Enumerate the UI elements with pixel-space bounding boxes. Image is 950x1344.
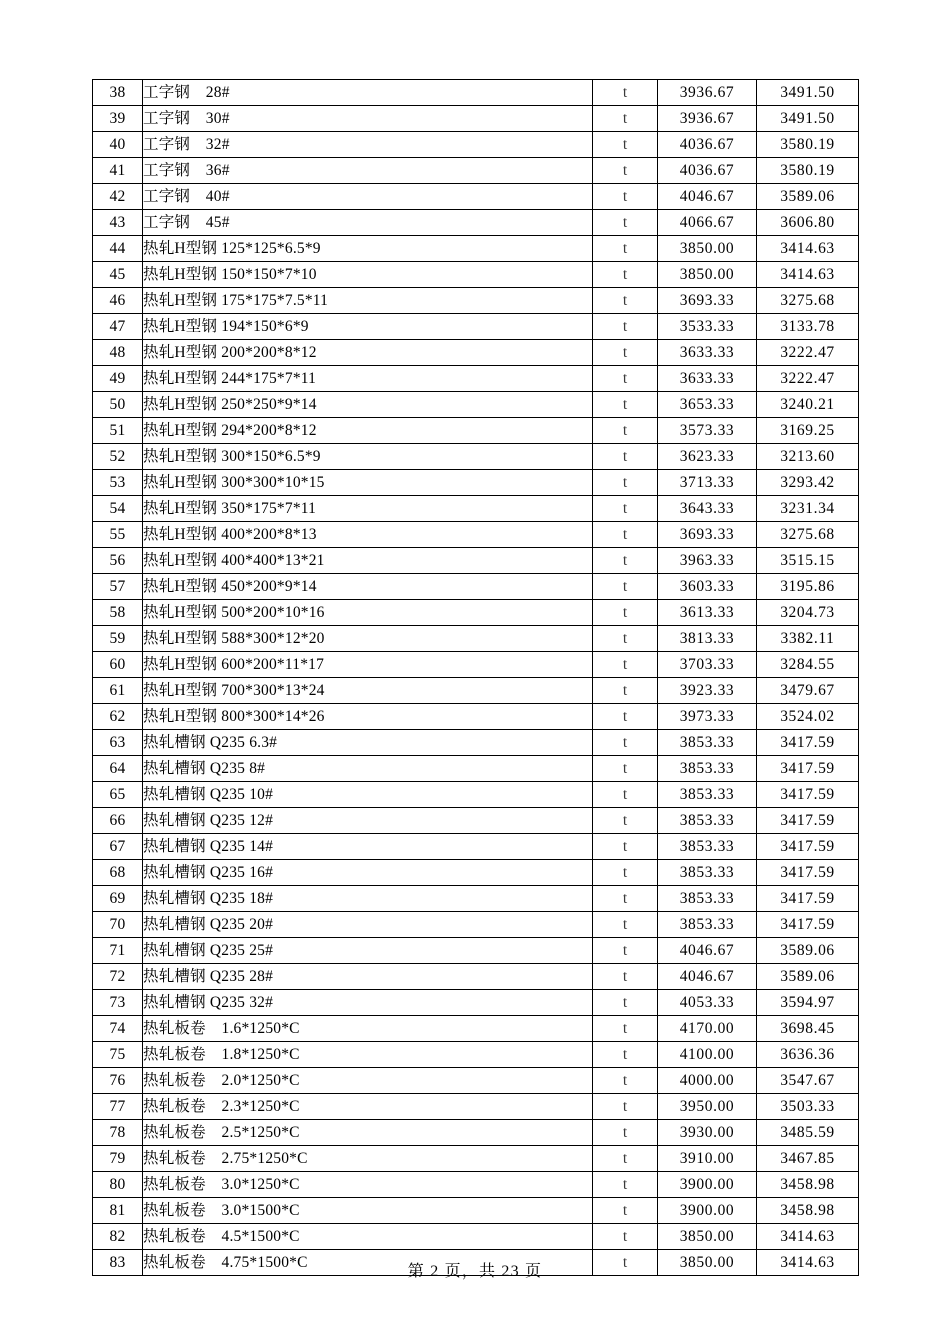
- cell-price2: 3382.11: [757, 626, 859, 652]
- cell-price2: 3213.60: [757, 444, 859, 470]
- cell-price2: 3458.98: [757, 1172, 859, 1198]
- cell-unit: t: [593, 80, 658, 106]
- cell-unit: t: [593, 314, 658, 340]
- cell-unit: t: [593, 392, 658, 418]
- table-row: [93, 1172, 859, 1198]
- cell-index: 45: [93, 262, 143, 288]
- cell-name: 热轧槽钢 Q235 18#: [143, 886, 593, 912]
- cell-price1: 3900.00: [658, 1172, 757, 1198]
- cell-price2: 3284.55: [757, 652, 859, 678]
- cell-name: 热轧H型钢 175*175*7.5*11: [143, 288, 593, 314]
- cell-unit: t: [593, 756, 658, 782]
- cell-name: 热轧板卷 2.75*1250*C: [143, 1146, 593, 1172]
- cell-index: 47: [93, 314, 143, 340]
- table-row: [93, 132, 859, 158]
- cell-name: 热轧H型钢 588*300*12*20: [143, 626, 593, 652]
- cell-unit: t: [593, 158, 658, 184]
- cell-price2: 3467.85: [757, 1146, 859, 1172]
- cell-index: 69: [93, 886, 143, 912]
- cell-unit: t: [593, 1068, 658, 1094]
- cell-index: 51: [93, 418, 143, 444]
- cell-unit: t: [593, 574, 658, 600]
- cell-index: 79: [93, 1146, 143, 1172]
- table-row: [93, 444, 859, 470]
- cell-unit: t: [593, 1172, 658, 1198]
- cell-unit: t: [593, 288, 658, 314]
- price-table-container: [92, 79, 858, 1276]
- cell-name: 热轧H型钢 244*175*7*11: [143, 366, 593, 392]
- cell-name: 热轧槽钢 Q235 8#: [143, 756, 593, 782]
- cell-name: 热轧板卷 1.6*1250*C: [143, 1016, 593, 1042]
- cell-price1: 3693.33: [658, 288, 757, 314]
- cell-name: 热轧板卷 2.3*1250*C: [143, 1094, 593, 1120]
- cell-unit: t: [593, 808, 658, 834]
- cell-price2: 3458.98: [757, 1198, 859, 1224]
- cell-index: 75: [93, 1042, 143, 1068]
- cell-price2: 3485.59: [757, 1120, 859, 1146]
- cell-price1: 3853.33: [658, 912, 757, 938]
- cell-price1: 3813.33: [658, 626, 757, 652]
- cell-price1: 3900.00: [658, 1198, 757, 1224]
- cell-name: 热轧H型钢 200*200*8*12: [143, 340, 593, 366]
- cell-price2: 3169.25: [757, 418, 859, 444]
- cell-index: 46: [93, 288, 143, 314]
- cell-name: 热轧槽钢 Q235 32#: [143, 990, 593, 1016]
- cell-price1: 3850.00: [658, 1224, 757, 1250]
- cell-price2: 3240.21: [757, 392, 859, 418]
- cell-price2: 3606.80: [757, 210, 859, 236]
- cell-price1: 3950.00: [658, 1094, 757, 1120]
- cell-unit: t: [593, 782, 658, 808]
- cell-price1: 4170.00: [658, 1016, 757, 1042]
- table-row: [93, 704, 859, 730]
- cell-name: 热轧H型钢 450*200*9*14: [143, 574, 593, 600]
- cell-name: 热轧槽钢 Q235 25#: [143, 938, 593, 964]
- cell-name: 热轧H型钢 700*300*13*24: [143, 678, 593, 704]
- cell-price2: 3293.42: [757, 470, 859, 496]
- cell-name: 热轧H型钢 150*150*7*10: [143, 262, 593, 288]
- cell-unit: t: [593, 1120, 658, 1146]
- cell-price2: 3133.78: [757, 314, 859, 340]
- table-row: [93, 184, 859, 210]
- steel-price-table: [92, 79, 859, 1276]
- cell-unit: t: [593, 730, 658, 756]
- cell-unit: t: [593, 1094, 658, 1120]
- cell-price1: 3653.33: [658, 392, 757, 418]
- cell-unit: t: [593, 262, 658, 288]
- table-row: [93, 340, 859, 366]
- table-row: [93, 496, 859, 522]
- table-row: [93, 80, 859, 106]
- cell-price2: 3589.06: [757, 184, 859, 210]
- table-row: [93, 886, 859, 912]
- cell-unit: t: [593, 340, 658, 366]
- cell-price2: 3417.59: [757, 834, 859, 860]
- cell-unit: t: [593, 470, 658, 496]
- price-table-body: [93, 80, 859, 1276]
- cell-price2: 3580.19: [757, 132, 859, 158]
- cell-price1: 3693.33: [658, 522, 757, 548]
- cell-unit: t: [593, 1224, 658, 1250]
- cell-price2: 3698.45: [757, 1016, 859, 1042]
- table-row: [93, 158, 859, 184]
- cell-name: 工字钢 30#: [143, 106, 593, 132]
- cell-name: 热轧槽钢 Q235 20#: [143, 912, 593, 938]
- cell-price1: 3853.33: [658, 886, 757, 912]
- cell-name: 热轧槽钢 Q235 12#: [143, 808, 593, 834]
- page-footer: 第 2 页，共 23 页: [407, 1263, 543, 1280]
- cell-index: 73: [93, 990, 143, 1016]
- cell-index: 83: [93, 1250, 143, 1276]
- cell-price1: 3853.33: [658, 834, 757, 860]
- cell-price1: 3973.33: [658, 704, 757, 730]
- cell-index: 53: [93, 470, 143, 496]
- cell-name: 热轧H型钢 294*200*8*12: [143, 418, 593, 444]
- cell-name: 热轧H型钢 250*250*9*14: [143, 392, 593, 418]
- cell-price1: 3910.00: [658, 1146, 757, 1172]
- cell-price1: 3633.33: [658, 366, 757, 392]
- cell-index: 65: [93, 782, 143, 808]
- cell-price2: 3479.67: [757, 678, 859, 704]
- cell-unit: t: [593, 132, 658, 158]
- cell-index: 77: [93, 1094, 143, 1120]
- cell-index: 67: [93, 834, 143, 860]
- cell-name: 热轧板卷 2.5*1250*C: [143, 1120, 593, 1146]
- cell-index: 60: [93, 652, 143, 678]
- cell-price1: 4066.67: [658, 210, 757, 236]
- cell-unit: t: [593, 496, 658, 522]
- cell-index: 66: [93, 808, 143, 834]
- cell-unit: t: [593, 444, 658, 470]
- table-row: [93, 210, 859, 236]
- cell-unit: t: [593, 912, 658, 938]
- cell-price2: 3417.59: [757, 730, 859, 756]
- cell-index: 38: [93, 80, 143, 106]
- cell-price2: 3414.63: [757, 236, 859, 262]
- cell-index: 59: [93, 626, 143, 652]
- cell-price1: 3853.33: [658, 860, 757, 886]
- cell-unit: t: [593, 548, 658, 574]
- cell-index: 70: [93, 912, 143, 938]
- cell-price2: 3594.97: [757, 990, 859, 1016]
- cell-unit: t: [593, 236, 658, 262]
- cell-unit: t: [593, 522, 658, 548]
- table-row: [93, 1224, 859, 1250]
- table-row: [93, 548, 859, 574]
- cell-price1: 3613.33: [658, 600, 757, 626]
- cell-name: 热轧H型钢 600*200*11*17: [143, 652, 593, 678]
- cell-name: 热轧板卷 4.5*1500*C: [143, 1224, 593, 1250]
- cell-price2: 3417.59: [757, 860, 859, 886]
- cell-name: 热轧板卷 3.0*1250*C: [143, 1172, 593, 1198]
- cell-price2: 3515.15: [757, 548, 859, 574]
- cell-unit: t: [593, 938, 658, 964]
- cell-unit: t: [593, 1042, 658, 1068]
- cell-index: 50: [93, 392, 143, 418]
- cell-index: 68: [93, 860, 143, 886]
- cell-price1: 4036.67: [658, 132, 757, 158]
- cell-unit: t: [593, 964, 658, 990]
- cell-index: 39: [93, 106, 143, 132]
- table-row: [93, 1146, 859, 1172]
- cell-index: 63: [93, 730, 143, 756]
- cell-name: 工字钢 32#: [143, 132, 593, 158]
- cell-unit: t: [593, 652, 658, 678]
- cell-price2: 3524.02: [757, 704, 859, 730]
- cell-unit: t: [593, 1250, 658, 1276]
- table-row: [93, 1042, 859, 1068]
- cell-price2: 3414.63: [757, 1224, 859, 1250]
- table-row: [93, 106, 859, 132]
- cell-index: 80: [93, 1172, 143, 1198]
- cell-index: 43: [93, 210, 143, 236]
- cell-index: 81: [93, 1198, 143, 1224]
- cell-index: 71: [93, 938, 143, 964]
- cell-name: 热轧H型钢 300*150*6.5*9: [143, 444, 593, 470]
- table-row: [93, 366, 859, 392]
- table-row: [93, 808, 859, 834]
- cell-price1: 4046.67: [658, 964, 757, 990]
- table-row: [93, 418, 859, 444]
- cell-price2: 3275.68: [757, 522, 859, 548]
- cell-price1: 3713.33: [658, 470, 757, 496]
- cell-name: 热轧H型钢 194*150*6*9: [143, 314, 593, 340]
- cell-price1: 3850.00: [658, 236, 757, 262]
- cell-index: 76: [93, 1068, 143, 1094]
- cell-index: 54: [93, 496, 143, 522]
- cell-price1: 3963.33: [658, 548, 757, 574]
- cell-name: 热轧H型钢 300*300*10*15: [143, 470, 593, 496]
- cell-index: 72: [93, 964, 143, 990]
- table-row: [93, 756, 859, 782]
- cell-price1: 3853.33: [658, 782, 757, 808]
- cell-price2: 3222.47: [757, 366, 859, 392]
- cell-index: 40: [93, 132, 143, 158]
- table-row: [93, 834, 859, 860]
- cell-unit: t: [593, 1146, 658, 1172]
- table-row: [93, 990, 859, 1016]
- cell-price1: 3853.33: [658, 756, 757, 782]
- cell-index: 48: [93, 340, 143, 366]
- table-row: [93, 652, 859, 678]
- cell-price1: 4100.00: [658, 1042, 757, 1068]
- cell-name: 热轧板卷 3.0*1500*C: [143, 1198, 593, 1224]
- cell-unit: t: [593, 678, 658, 704]
- cell-index: 62: [93, 704, 143, 730]
- cell-price1: 3573.33: [658, 418, 757, 444]
- cell-price1: 3850.00: [658, 262, 757, 288]
- cell-index: 57: [93, 574, 143, 600]
- cell-index: 56: [93, 548, 143, 574]
- table-row: [93, 262, 859, 288]
- cell-name: 热轧H型钢 500*200*10*16: [143, 600, 593, 626]
- cell-index: 49: [93, 366, 143, 392]
- table-row: [93, 678, 859, 704]
- cell-price2: 3275.68: [757, 288, 859, 314]
- cell-index: 78: [93, 1120, 143, 1146]
- cell-unit: t: [593, 366, 658, 392]
- cell-price2: 3414.63: [757, 1250, 859, 1276]
- cell-price1: 3923.33: [658, 678, 757, 704]
- cell-price2: 3195.86: [757, 574, 859, 600]
- cell-price1: 3853.33: [658, 808, 757, 834]
- cell-index: 42: [93, 184, 143, 210]
- cell-price1: 4053.33: [658, 990, 757, 1016]
- cell-price1: 4046.67: [658, 938, 757, 964]
- cell-unit: t: [593, 886, 658, 912]
- cell-unit: t: [593, 418, 658, 444]
- cell-price1: 3623.33: [658, 444, 757, 470]
- cell-name: 热轧槽钢 Q235 28#: [143, 964, 593, 990]
- cell-unit: t: [593, 834, 658, 860]
- cell-unit: t: [593, 106, 658, 132]
- cell-price1: 3936.67: [658, 106, 757, 132]
- table-row: [93, 392, 859, 418]
- cell-unit: t: [593, 626, 658, 652]
- cell-name: 热轧板卷 2.0*1250*C: [143, 1068, 593, 1094]
- cell-price2: 3503.33: [757, 1094, 859, 1120]
- table-row: [93, 626, 859, 652]
- cell-price1: 4046.67: [658, 184, 757, 210]
- table-row: [93, 600, 859, 626]
- cell-name: 工字钢 40#: [143, 184, 593, 210]
- cell-name: 热轧板卷 1.8*1250*C: [143, 1042, 593, 1068]
- cell-name: 工字钢 36#: [143, 158, 593, 184]
- cell-name: 热轧H型钢 400*400*13*21: [143, 548, 593, 574]
- cell-name: 工字钢 45#: [143, 210, 593, 236]
- cell-price2: 3222.47: [757, 340, 859, 366]
- table-row: [93, 1198, 859, 1224]
- cell-unit: t: [593, 860, 658, 886]
- cell-unit: t: [593, 210, 658, 236]
- table-row: [93, 1120, 859, 1146]
- cell-price1: 3603.33: [658, 574, 757, 600]
- cell-price2: 3547.67: [757, 1068, 859, 1094]
- cell-price2: 3417.59: [757, 756, 859, 782]
- cell-price2: 3491.50: [757, 106, 859, 132]
- table-row: [93, 314, 859, 340]
- cell-unit: t: [593, 1198, 658, 1224]
- table-row: [93, 470, 859, 496]
- cell-price1: 3853.33: [658, 730, 757, 756]
- cell-name: 热轧H型钢 800*300*14*26: [143, 704, 593, 730]
- cell-name: 热轧槽钢 Q235 16#: [143, 860, 593, 886]
- cell-price1: 4000.00: [658, 1068, 757, 1094]
- cell-price2: 3417.59: [757, 782, 859, 808]
- cell-price2: 3589.06: [757, 964, 859, 990]
- cell-price1: 3703.33: [658, 652, 757, 678]
- cell-index: 55: [93, 522, 143, 548]
- cell-name: 热轧H型钢 350*175*7*11: [143, 496, 593, 522]
- cell-index: 44: [93, 236, 143, 262]
- cell-price2: 3231.34: [757, 496, 859, 522]
- cell-price2: 3417.59: [757, 912, 859, 938]
- cell-price2: 3491.50: [757, 80, 859, 106]
- cell-index: 41: [93, 158, 143, 184]
- cell-name: 热轧槽钢 Q235 10#: [143, 782, 593, 808]
- cell-index: 52: [93, 444, 143, 470]
- cell-index: 58: [93, 600, 143, 626]
- cell-price1: 3633.33: [658, 340, 757, 366]
- cell-name: 工字钢 28#: [143, 80, 593, 106]
- cell-name: 热轧槽钢 Q235 6.3#: [143, 730, 593, 756]
- cell-price2: 3414.63: [757, 262, 859, 288]
- cell-index: 64: [93, 756, 143, 782]
- cell-unit: t: [593, 704, 658, 730]
- cell-price2: 3204.73: [757, 600, 859, 626]
- cell-price1: 3850.00: [658, 1250, 757, 1276]
- cell-name: 热轧板卷 4.75*1500*C: [143, 1250, 593, 1276]
- cell-price1: 3936.67: [658, 80, 757, 106]
- table-row: [93, 288, 859, 314]
- cell-unit: t: [593, 184, 658, 210]
- table-row: [93, 782, 859, 808]
- cell-unit: t: [593, 600, 658, 626]
- table-row: [93, 1068, 859, 1094]
- cell-price2: 3417.59: [757, 886, 859, 912]
- cell-price1: 3533.33: [658, 314, 757, 340]
- table-row: [93, 912, 859, 938]
- table-row: [93, 860, 859, 886]
- table-row: [93, 1094, 859, 1120]
- cell-price2: 3589.06: [757, 938, 859, 964]
- table-row: [93, 574, 859, 600]
- cell-unit: t: [593, 990, 658, 1016]
- cell-name: 热轧槽钢 Q235 14#: [143, 834, 593, 860]
- table-row: [93, 730, 859, 756]
- cell-price1: 3930.00: [658, 1120, 757, 1146]
- cell-index: 74: [93, 1016, 143, 1042]
- cell-unit: t: [593, 1016, 658, 1042]
- cell-index: 82: [93, 1224, 143, 1250]
- cell-price1: 4036.67: [658, 158, 757, 184]
- cell-index: 61: [93, 678, 143, 704]
- table-row: [93, 1016, 859, 1042]
- cell-price1: 3643.33: [658, 496, 757, 522]
- table-row: [93, 522, 859, 548]
- table-row: [93, 938, 859, 964]
- cell-name: 热轧H型钢 125*125*6.5*9: [143, 236, 593, 262]
- table-row: [93, 236, 859, 262]
- cell-name: 热轧H型钢 400*200*8*13: [143, 522, 593, 548]
- cell-price2: 3417.59: [757, 808, 859, 834]
- table-row: [93, 964, 859, 990]
- cell-price2: 3636.36: [757, 1042, 859, 1068]
- cell-price2: 3580.19: [757, 158, 859, 184]
